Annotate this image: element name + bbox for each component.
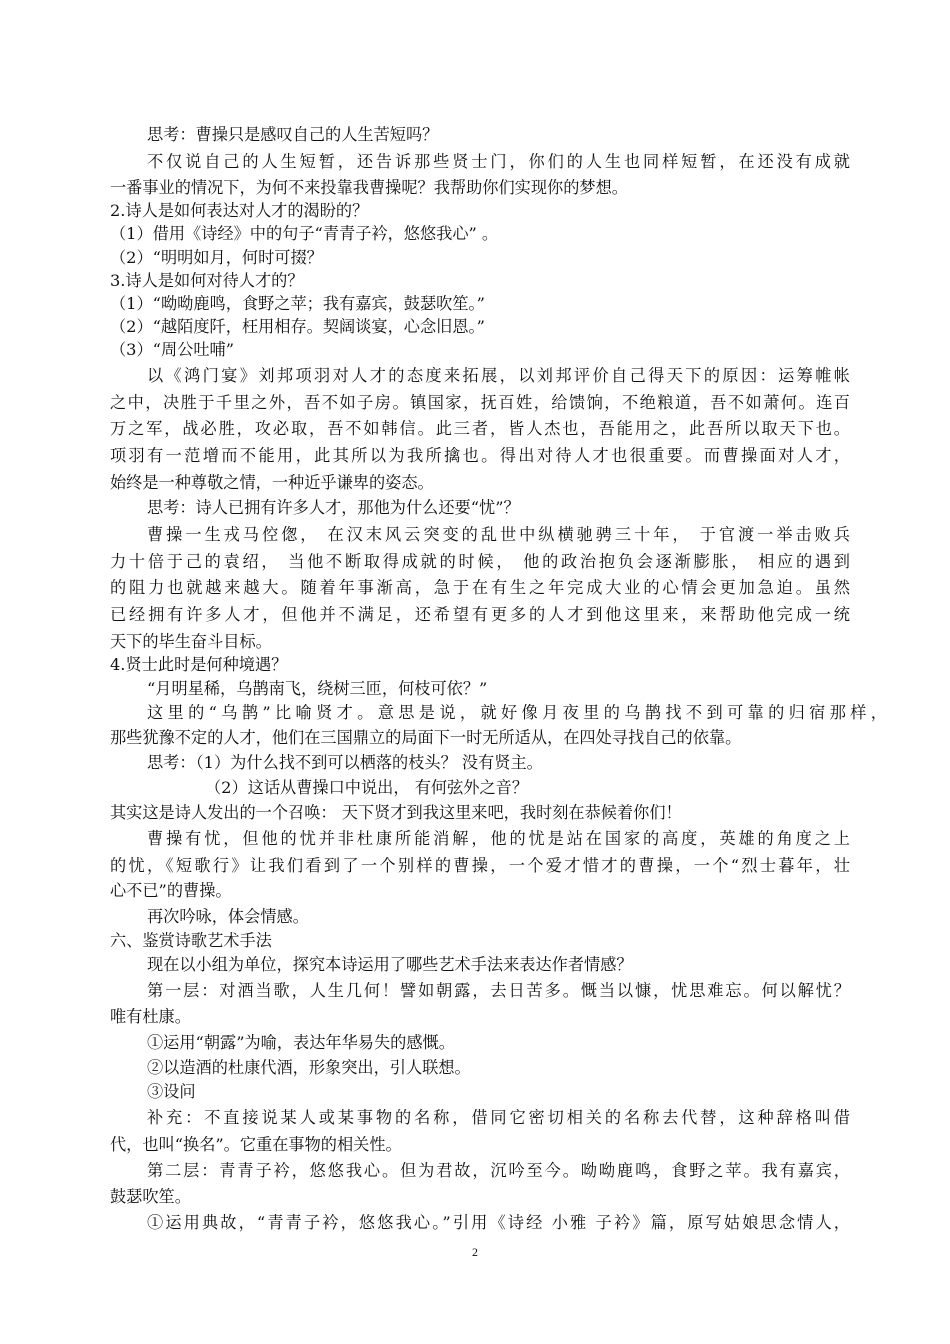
section-heading: 4.贤士此时是何种境遇？ <box>110 655 288 674</box>
text-line: 心不已”的曹操。 <box>110 881 232 900</box>
text-line: 不仅说自己的人生短暂，还告诉那些贤士门，你们的人生也同样短暂，在还没有成就 <box>147 152 850 171</box>
text-line: ③设问 <box>147 1082 196 1101</box>
text-line: 现在以小组为单位，探究本诗运用了哪些艺术手法来表达作者情感？ <box>147 955 633 974</box>
text-line: 始终是一种尊敬之情，一种近乎谦卑的姿态。 <box>110 473 434 492</box>
text-line: 之中，决胜于千里之外，吾不如子房。镇国家，抚百姓，给馈饷，不绝粮道，吾不如萧何。连百 <box>110 393 850 412</box>
section-heading: 六、鉴赏诗歌艺术手法 <box>110 931 272 950</box>
text-line: 思考：诗人已拥有许多人才，那他为什么还要“忧”？ <box>147 498 520 517</box>
text-line: 天下的毕生奋斗目标。 <box>110 632 272 651</box>
text-line: ①运用“朝露”为喻，表达年华易失的感慨。 <box>147 1033 455 1052</box>
text-line: 鼓瑟吹笙。 <box>110 1187 191 1206</box>
text-line: （3）“周公吐哺” <box>110 340 234 359</box>
text-line: 这里的“乌鹊”比喻贤才。意思是说，就好像月夜里的乌鹊找不到可靠的归宿那样， <box>147 703 887 722</box>
text-line: 一番事业的情况下，为何不来投靠我曹操呢？我帮助你们实现你的梦想。 <box>110 178 628 197</box>
text-line: （2）“明明如月，何时可掇？ <box>110 248 323 267</box>
text-line: 万之军，战必胜，攻必取，吾不如韩信。此三者，皆人杰也，吾能用之，此吾所以取天下也。 <box>110 419 850 438</box>
text-line: 第一层：对酒当歌，人生几何！譬如朝露，去日苦多。慨当以慷，忧思难忘。何以解忧？ <box>147 981 850 1000</box>
text-line: ②以造酒的杜康代酒，形象突出，引人联想。 <box>147 1058 471 1077</box>
text-line: 第二层：青青子衿，悠悠我心。但为君故，沉吟至今。呦呦鹿鸣，食野之苹。我有嘉宾， <box>147 1161 850 1180</box>
text-line: （2）这话从曹操口中说出， 有何弦外之音？ <box>205 778 529 797</box>
text-line: 已经拥有许多人才，但他并不满足，还希望有更多的人才到他这里来，来帮助他完成一统 <box>110 605 850 624</box>
text-line: 曹操有忧，但他的忧并非杜康所能消解，他的忧是站在国家的高度，英雄的角度之上 <box>147 829 850 848</box>
section-heading: 3.诗人是如何对待人才的？ <box>110 271 304 290</box>
text-line: 那些犹豫不定的人才，他们在三国鼎立的局面下一时无所适从，在四处寻找自己的依靠。 <box>110 728 742 747</box>
text-line: 的阻力也就越来越大。随着年事渐高，急于在有生之年完成大业的心情会更加急迫。虽然 <box>110 578 850 597</box>
text-line: 力十倍于己的袁绍， 当他不断取得成就的时候， 他的政治抱负会逐渐膨胀， 相应的遇到 <box>110 552 850 571</box>
text-line: “月明星稀，乌鹊南飞，绕树三匝，何枝可依？” <box>147 679 488 698</box>
text-line: 思考：曹操只是感叹自己的人生苦短吗？ <box>147 125 439 144</box>
page-number: 2 <box>472 1245 478 1259</box>
text-line: ①运用典故，“青青子衿，悠悠我心。”引用《诗经 小雅 子衿》篇，原写姑娘思念情人， <box>147 1213 850 1232</box>
text-line: （2）“越陌度阡，枉用相存。契阔谈宴，心念旧恩。” <box>110 317 485 336</box>
text-line: 思考：（1）为什么找不到可以栖落的枝头？ 没有贤主。 <box>147 753 543 772</box>
text-line: 曹操一生戎马倥偬， 在汉末风云突变的乱世中纵横驰骋三十年， 于官渡一举击败兵 <box>147 525 850 544</box>
text-line: 项羽有一范增而不能用，此其所以为我所擒也。得出对待人才也很重要。而曹操面对人才， <box>110 446 850 465</box>
text-line: （1）“呦呦鹿鸣，食野之苹；我有嘉宾，鼓瑟吹笙。” <box>110 294 485 313</box>
text-line: 以《鸿门宴》刘邦项羽对人才的态度来拓展，以刘邦评价自己得天下的原因：运筹帷帐 <box>147 366 850 385</box>
section-heading: 2.诗人是如何表达对人才的渴盼的？ <box>110 201 369 220</box>
text-line: 唯有杜康。 <box>110 1007 191 1026</box>
text-line: 的忧，《短歌行》让我们看到了一个别样的曹操，一个爱才惜才的曹操，一个“烈士暮年，壮 <box>110 856 850 875</box>
text-line: 补充：不直接说某人或某事物的名称，借同它密切相关的名称去代替，这种辞格叫借 <box>147 1108 850 1127</box>
text-line: （1）借用《诗经》中的句子“青青子衿，悠悠我心” 。 <box>110 224 499 243</box>
text-line: 代，也叫“换名”。它重在事物的相关性。 <box>110 1135 402 1154</box>
text-line: 其实这是诗人发出的一个召唤： 天下贤才到我这里来吧，我时刻在恭候着你们！ <box>110 803 682 822</box>
text-line: 再次吟咏，体会情感。 <box>147 907 309 926</box>
